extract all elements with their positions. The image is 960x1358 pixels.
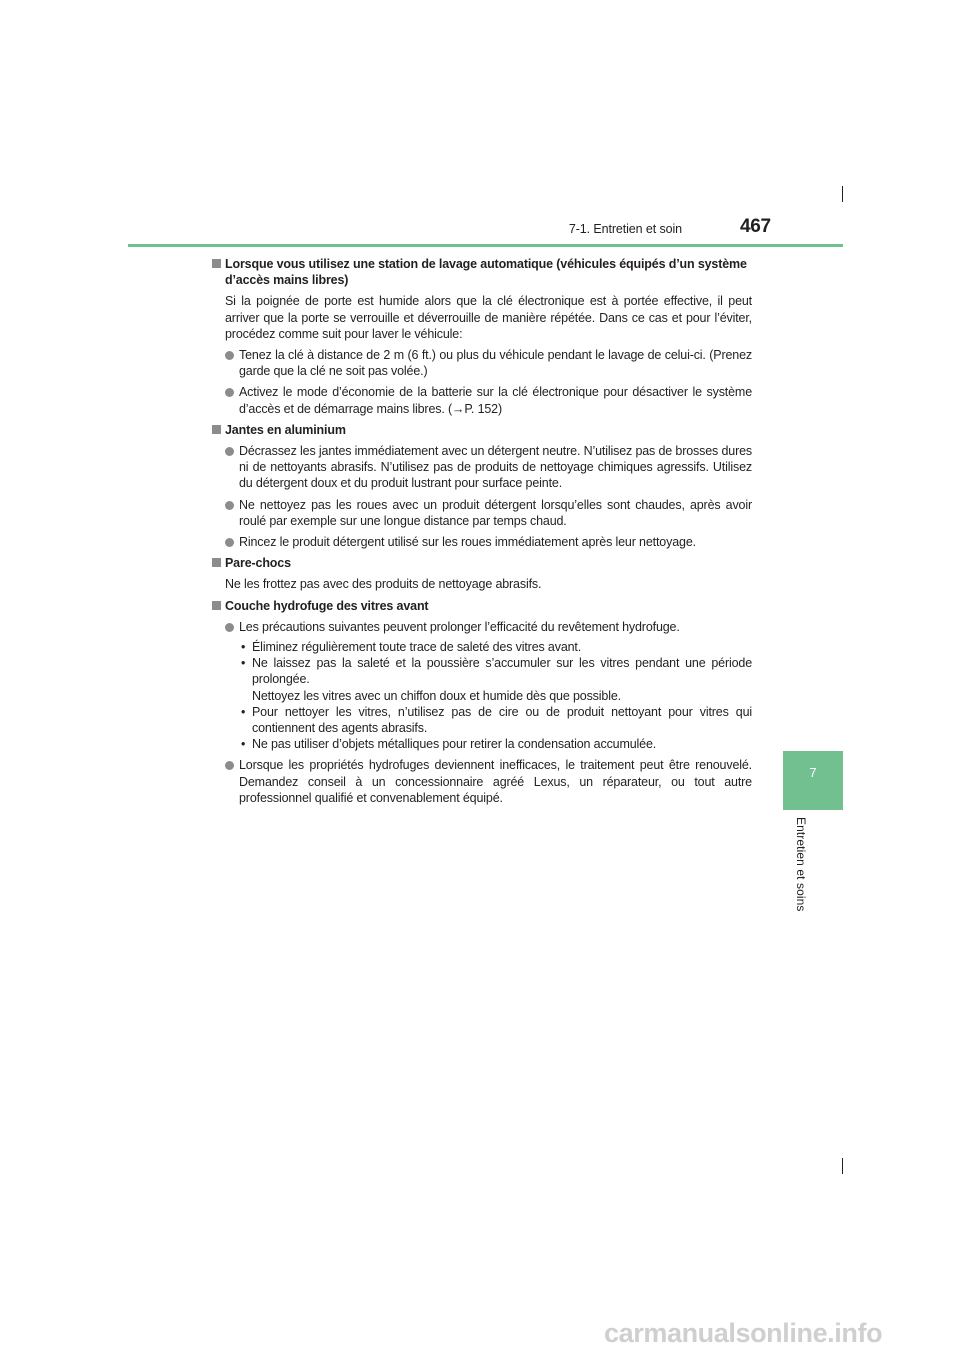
section-aluminum-wheels (212, 422, 752, 550)
chapter-side-label: Entretien et soins (794, 817, 808, 912)
sub-list-item: • Ne pas utiliser d’objets métalliques pour retirer la condensation accumulée. (241, 737, 657, 752)
circle-bullet-icon (225, 623, 234, 632)
section-water-repellent-coating (212, 598, 752, 806)
list-item: Les précautions suivantes peuvent prolonger l’efficacité du revêtement hydrofuge. (212, 619, 752, 635)
list-item: Activez le mode d’économie de la batterie sur la clé électronique pour désactiver le système d’accès et de démarrage mains libres. (→P. 152) (212, 384, 752, 416)
list-item: Tenez la clé à distance de 2 m (6 ft.) ou plus du véhicule pendant le lavage de celui-ci. (Prenez garde que la clé ne soit pas volée.) (212, 347, 752, 379)
section-header: 7-1. Entretien et soin (568, 222, 682, 236)
paragraph: Si la poignée de porte est humide alors que la clé électronique est à portée effective, il peut arriver que la porte se verrouille et déverrouille de manière répétée. Dans ce cas et pour l’éviter, procédez comme suit pour laver le véhicule: (225, 294, 752, 341)
header-rule (128, 244, 843, 247)
watermark: carmanualsonline.info (604, 1318, 883, 1348)
circle-bullet-icon (225, 447, 234, 456)
sub-list-item: • Ne laissez pas la saleté et la poussière s’accumuler sur les vitres pendant une période prolongée. Nettoyez les vitres avec un chiffon doux et humide dès que possible. (241, 656, 752, 703)
section-title: Pare-chocs (212, 555, 752, 571)
circle-bullet-icon (225, 538, 234, 547)
section-title: Jantes en aluminium (212, 422, 752, 438)
bullet-point-icon: • (241, 640, 246, 655)
sub-list-item: • Pour nettoyer les vitres, n’utilisez pas de cire ou de produit nettoyant pour vitres qui contiennent des agents abrasifs. (241, 704, 752, 736)
square-bullet-icon (212, 425, 221, 434)
bullet-point-icon: • (241, 704, 246, 719)
list-item: Lorsque les propriétés hydrofuges deviennent inefficaces, le traitement peut être renouvelé. Demandez conseil à un concessionnaire agréé Lexus, un réparateur, ou tout autre professionnel qualifié et convenablement équipé. (212, 757, 752, 806)
square-bullet-icon (212, 259, 221, 268)
section-automatic-car-wash (212, 256, 752, 417)
circle-bullet-icon (225, 351, 234, 360)
crop-mark-top (842, 186, 843, 202)
paragraph: Ne les frottez pas avec des produits de nettoyage abrasifs. (225, 577, 542, 592)
list-item: Ne nettoyez pas les roues avec un produit détergent lorsqu’elles sont chaudes, après avoir roulé par exemple sur une longue distance par temps chaud. (212, 497, 752, 529)
page-content (212, 256, 752, 810)
square-bullet-icon (212, 601, 221, 610)
section-title: Lorsque vous utilisez une station de lavage automatique (véhicules équipés d’un système d’accès mains libres) (212, 256, 752, 288)
circle-bullet-icon (225, 501, 234, 510)
square-bullet-icon (212, 558, 221, 567)
section-title: Couche hydrofuge des vitres avant (212, 598, 752, 614)
bullet-point-icon: • (241, 656, 246, 671)
chapter-tab[interactable] (783, 751, 843, 810)
chapter-tab-number: 7 (809, 765, 817, 780)
section-bumpers (212, 555, 752, 592)
list-item: Rincez le produit détergent utilisé sur les roues immédiatement après leur nettoyage. (212, 534, 752, 550)
circle-bullet-icon (225, 388, 234, 397)
page-number: 467 (740, 216, 771, 237)
list-item: Décrassez les jantes immédiatement avec un détergent neutre. N’utilisez pas de brosses dures ni de nettoyants abrasifs. N’utilisez pas de produits de nettoyage chimiques agressifs. Utilisez du détergent doux et du produit lustrant pour surface peinte. (212, 443, 752, 492)
bullet-point-icon: • (241, 737, 246, 752)
crop-mark-bottom (842, 1158, 843, 1174)
sub-list-item: • Éliminez régulièrement toute trace de saleté des vitres avant. (241, 640, 582, 655)
circle-bullet-icon (225, 761, 234, 770)
